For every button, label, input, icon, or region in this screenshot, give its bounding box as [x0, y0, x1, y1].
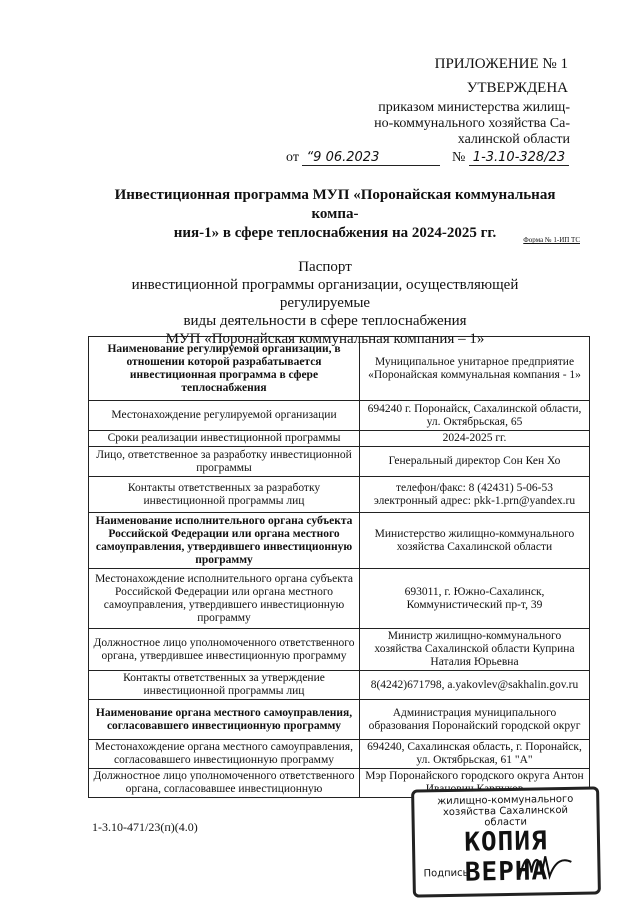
- document-number: 1-3.10-471/23(п)(4.0): [92, 820, 198, 834]
- stamp-org: [420, 794, 591, 830]
- table-row: [89, 431, 590, 447]
- row-value: Муниципальное унитарное предприятие «Поронайская коммунальная компания - 1»: [360, 337, 590, 401]
- date-prefix: от: [286, 150, 299, 165]
- row-value: Министр жилищно-коммунального хозяйства Сахалинской области Куприна Наталия Юрьевна: [360, 629, 590, 671]
- passport-line: МУП «Поронайская коммунальная компания – 1»: [165, 331, 485, 347]
- table-row: [89, 569, 590, 629]
- table-row: [89, 337, 590, 401]
- row-label: Местонахождение регулируемой организации: [89, 401, 360, 431]
- row-label: Сроки реализации инвестиционной программы: [89, 431, 360, 447]
- order-number: 1-3.10-328/23: [469, 150, 569, 166]
- stamp-org-line: жилищно-коммунального: [437, 793, 574, 808]
- stamp-text: КОПИЯ ВЕРНА: [464, 826, 549, 888]
- row-label: Наименование исполнительного органа субъекта Российской Федерации или органа местного самоуправления, утвердившего инвестиционную программу: [89, 513, 360, 569]
- row-value: 694240 г. Поронайск, Сахалинской области, ул. Октябрьская, 65: [360, 401, 590, 431]
- order-date-line: [286, 150, 586, 166]
- form-code: Форма № 1-ИП ТС: [523, 236, 580, 244]
- table-row: [89, 740, 590, 769]
- row-label: Наименование органа местного самоуправления, согласовавшего инвестиционную программу: [89, 700, 360, 740]
- signature-icon: [515, 850, 576, 881]
- passport-line: Паспорт: [298, 259, 352, 275]
- annex-label: ПРИЛОЖЕНИЕ № 1: [434, 56, 568, 72]
- table-row: [89, 401, 590, 431]
- order-line: но-коммунального хозяйства Са-: [374, 116, 570, 131]
- row-label: Должностное лицо уполномоченного ответственного органа, утвердившее инвестиционную программу: [89, 629, 360, 671]
- passport-heading: [90, 258, 560, 348]
- row-value: 694240, Сахалинская область, г. Поронайск, ул. Октябрьская, 61 "А": [360, 740, 590, 769]
- title-line: ния-1» в сфере теплоснабжения на 2024-2025 гг.: [173, 225, 497, 241]
- row-label: Должностное лицо уполномоченного ответственного органа, согласовавшее инвестиционную: [89, 769, 360, 798]
- row-label: Местонахождение органа местного самоуправления, согласовавшего инвестиционную программу: [89, 740, 360, 769]
- passport-line: виды деятельности в сфере теплоснабжения: [183, 313, 467, 329]
- row-label: Контакты ответственных за разработку инвестиционной программы лиц: [89, 477, 360, 513]
- stamp-signature-label: Подпись: [423, 867, 469, 880]
- approved-label: УТВЕРЖДЕНА: [466, 80, 568, 96]
- table-row: [89, 513, 590, 569]
- row-value: 693011, г. Южно-Сахалинск, Коммунистический пр-т, 39: [360, 569, 590, 629]
- table-row: [89, 700, 590, 740]
- document-title: [100, 186, 570, 243]
- order-date: “9 06.2023: [302, 150, 440, 166]
- certified-copy-stamp: [411, 786, 601, 897]
- row-label: Лицо, ответственное за разработку инвестиционной программы: [89, 447, 360, 477]
- row-label: Местонахождение исполнительного органа субъекта Российской Федерации или органа местного самоуправления, утвердившего инвестиционную программу: [89, 569, 360, 629]
- table-row: [89, 477, 590, 513]
- stamp-org-line: хозяйства Сахалинской области: [442, 804, 569, 829]
- row-label: Наименование регулируемой организации, в отношении которой разрабатывается инвестиционная программа в сфере теплоснабжения: [89, 337, 360, 401]
- row-value: Министерство жилищно-коммунального хозяйства Сахалинской области: [360, 513, 590, 569]
- row-value: 2024-2025 гг.: [360, 431, 590, 447]
- row-value: Мэр Поронайского городского округа Антон: [360, 769, 590, 798]
- approval-order: [340, 100, 570, 148]
- row-value: 8(4242)671798, a.yakovlev@sakhalin.gov.ru: [360, 671, 590, 700]
- title-line: Инвестиционная программа МУП «Поронайская коммунальная компа-: [114, 187, 556, 222]
- row-value: Администрация муниципального образования Поронайский городской округ: [360, 700, 590, 740]
- row-value: Генеральный директор Сон Кен Хо: [360, 447, 590, 477]
- order-line: приказом министерства жилищ-: [378, 100, 570, 115]
- passport-table: [88, 336, 590, 798]
- number-prefix: №: [451, 150, 466, 165]
- table-row: [89, 447, 590, 477]
- order-line: халинской области: [457, 132, 570, 147]
- passport-line: инвестиционной программы организации, осуществляющей регулируемые: [131, 277, 519, 311]
- row-label: Контакты ответственных за утверждение инвестиционной программы лиц: [89, 671, 360, 700]
- table-row: [89, 629, 590, 671]
- table-row: [89, 671, 590, 700]
- row-value: телефон/факс: 8 (42431) 5-06-53 электронный адрес: pkk-1.prn@yandex.ru: [360, 477, 590, 513]
